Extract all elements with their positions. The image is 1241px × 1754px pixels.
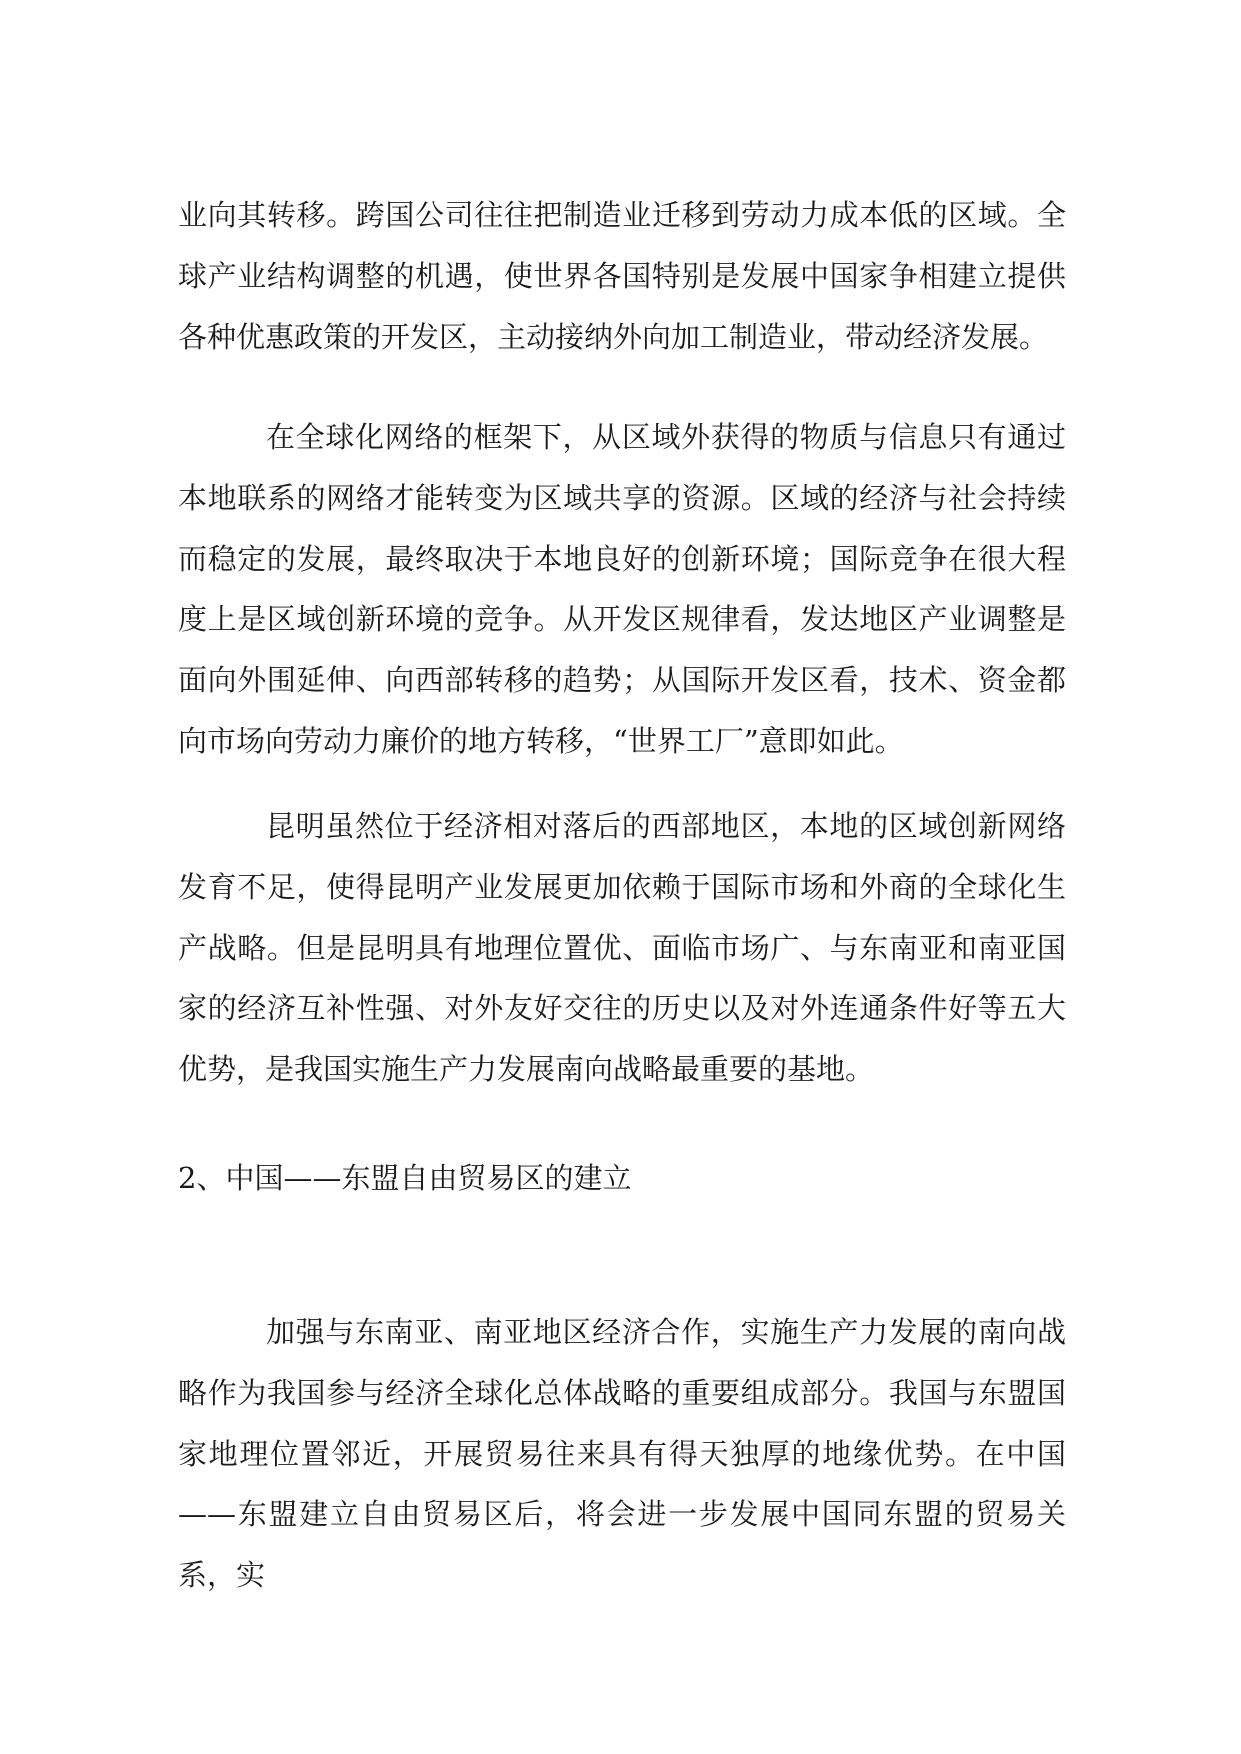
body-paragraph: 业向其转移。跨国公司往往把制造业迁移到劳动力成本低的区域。全球产业结构调整的机遇，使世界各国特别是发展中国家争相建立提供各种优惠政策的开发区，主动接纳外向加工制造业，带动经济发展。 — [178, 198, 1066, 354]
body-paragraph: 在全球化网络的框架下，从区域外获得的物质与信息只有通过本地联系的网络才能转变为区域共享的资源。区域的经济与社会持续而稳定的发展，最终取决于本地良好的创新环境；国际竞争在很大程度上是区域创新环境的竞争。从开发区规律看，发达地区产业调整是面向外围延伸、向西部转移的趋势；从国际开发区看，技术、资金都向市场向劳动力廉价的地方转移，“世界工厂”意即如此。 — [178, 420, 1066, 758]
section-heading: 2、中国——东盟自由贸易区的建立 — [178, 1161, 632, 1195]
body-paragraph: 昆明虽然位于经济相对落后的西部地区，本地的区域创新网络发育不足，使得昆明产业发展更加依赖于国际市场和外商的全球化生产战略。但是昆明具有地理位置优、面临市场广、与东南亚和南亚国家的经济互补性强、对外友好交往的历史以及对外连通条件好等五大优势，是我国实施生产力发展南向战略最重要的基地。 — [178, 809, 1066, 1087]
body-paragraph: 加强与东南亚、南亚地区经济合作，实施生产力发展的南向战略作为我国参与经济全球化总体战略的重要组成部分。我国与东盟国家地理位置邻近，开展贸易往来具有得天独厚的地缘优势。在中国——东盟建立自由贸易区后，将会进一步发展中国同东盟的贸易关系，实 — [178, 1315, 1066, 1593]
